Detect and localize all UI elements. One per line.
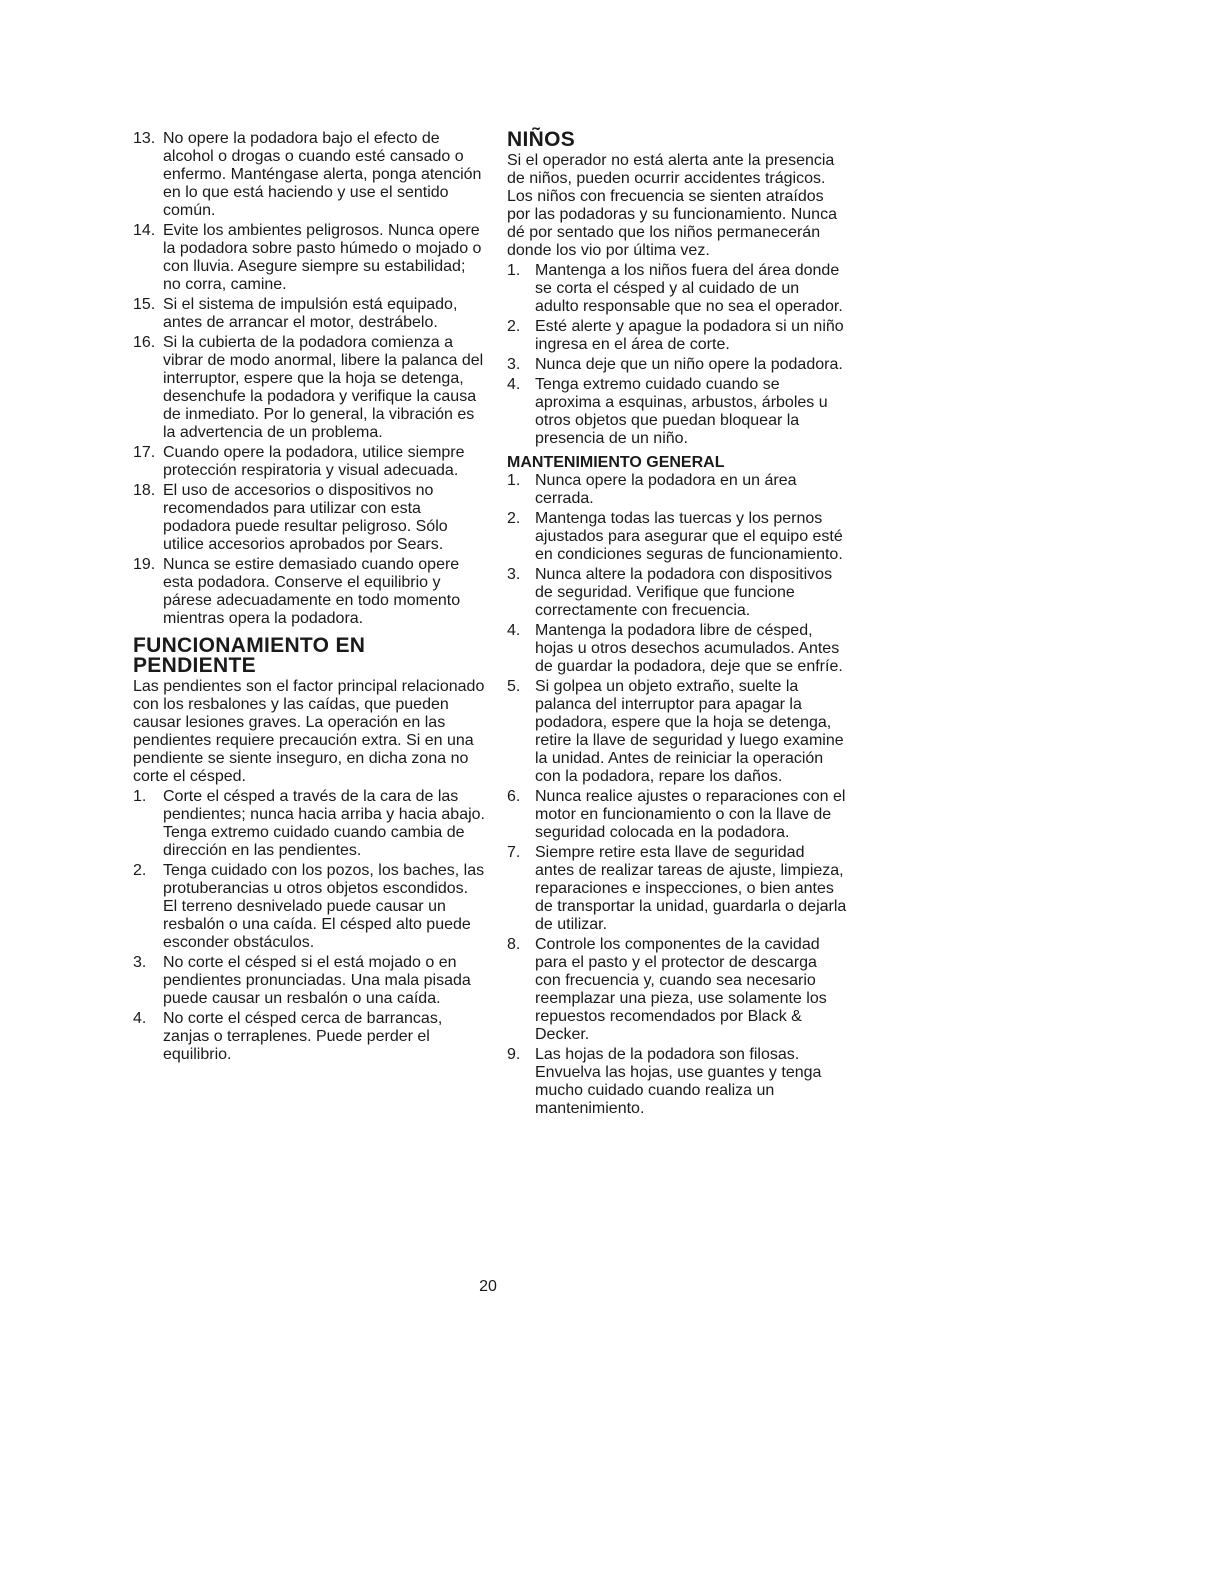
list-item (507, 936, 847, 1044)
slopes-list (133, 788, 485, 1064)
list-item (133, 954, 485, 1008)
item-text: Nunca realice ajustes o reparaciones con el motor en funcionamiento o con la llave de seguridad colocada en la podadora. (535, 788, 846, 841)
item-number: 1. (133, 788, 147, 805)
list-item (507, 566, 847, 620)
item-number: 2. (133, 862, 147, 879)
section-intro-slopes: Las pendientes son el factor principal relacionado con los resbalones y las caídas, que pueden causar lesiones graves. La operación en las pendientes requiere precaución extra. Si en una pendiente se siente inseguro, en dicha zona no corte el césped. (133, 678, 485, 785)
item-number: 7. (507, 844, 521, 861)
maintenance-list (507, 472, 847, 1118)
list-item (507, 510, 847, 564)
item-text: Nunca altere la podadora con dispositivos de seguridad. Verifique que funcione correctamente con frecuencia. (535, 566, 833, 619)
item-number: 2. (507, 318, 521, 335)
list-item (507, 318, 847, 354)
item-text: Corte el césped a través de la cara de las pendientes; nunca hacia arriba y hacia abajo. Tenga extremo cuidado cuando cambia de dirección en las pendientes. (163, 788, 485, 859)
safety-list-continued (133, 130, 485, 628)
list-item (133, 296, 485, 332)
item-number: 9. (507, 1046, 521, 1063)
list-item (507, 844, 847, 934)
list-item (507, 356, 847, 374)
item-text: Mantenga la podadora libre de césped, hojas u otros desechos acumulados. Antes de guardar la podadora, deje que se enfríe. (535, 622, 843, 675)
item-number: 17. (133, 444, 156, 461)
item-text: Si golpea un objeto extraño, suelte la palanca del interruptor para apagar la podadora, espere que la hoja se detenga, retire la llave de seguridad y luego examine la unidad. Antes de reiniciar la operación con la podadora, repare los daños. (535, 678, 844, 785)
section-heading-children: NIÑOS (507, 128, 576, 151)
item-text: Nunca se estire demasiado cuando opere esta podadora. Conserve el equilibrio y párese adecuadamente en todo momento mientras opera la podadora. (163, 556, 461, 627)
list-item (133, 482, 485, 554)
item-number: 4. (133, 1010, 147, 1027)
item-number: 14. (133, 222, 156, 239)
item-text: Controle los componentes de la cavidad para el pasto y el protector de descarga con frecuencia y, cuando sea necesario reemplazar una pieza, use solamente los repuestos recomendados por Black & Decker. (535, 936, 827, 1043)
left-column (133, 130, 485, 1066)
list-item (507, 788, 847, 842)
section-intro-children: Si el operador no está alerta ante la presencia de niños, pueden ocurrir accidentes trágicos. Los niños con frecuencia se sienten atraídos por las podadoras y su funcionamiento. Nunca dé por sentado que los niños permanecerán donde los vio por última vez. (507, 152, 837, 259)
item-number: 5. (507, 678, 521, 695)
item-text: Siempre retire esta llave de seguridad antes de realizar tareas de ajuste, limpieza, reparaciones e inspecciones, o bien antes de transportar la unidad, guardarla o dejarla de utilizar. (535, 844, 847, 933)
item-number: 19. (133, 556, 156, 573)
item-text: Nunca deje que un niño opere la podadora. (535, 356, 843, 373)
list-item (133, 334, 485, 442)
item-number: 3. (507, 356, 521, 373)
item-text: Mantenga a los niños fuera del área donde se corta el césped y al cuidado de un adulto responsable que no sea el operador. (535, 262, 843, 315)
item-text: No opere la podadora bajo el efecto de alcohol o drogas o cuando esté cansado o enfermo. Manténgase alerta, ponga atención en lo que está haciendo y use el sentido común. (163, 130, 482, 219)
list-item (507, 376, 847, 448)
list-item (507, 678, 847, 786)
item-text: Las hojas de la podadora son filosas. Envuelva las hojas, use guantes y tenga mucho cuidado cuando realiza un mantenimiento. (535, 1046, 822, 1117)
item-number: 1. (507, 262, 521, 279)
list-item (133, 862, 485, 952)
item-number: 3. (133, 954, 147, 971)
item-text: Evite los ambientes peligrosos. Nunca opere la podadora sobre pasto húmedo o mojado o con lluvia. Asegure siempre su estabilidad; no corra, camine. (163, 222, 482, 293)
list-item (507, 472, 847, 508)
item-number: 3. (507, 566, 521, 583)
item-number: 13. (133, 130, 156, 147)
item-text: Si el sistema de impulsión está equipado, antes de arrancar el motor, destrábelo. (163, 296, 458, 331)
item-text: Si la cubierta de la podadora comienza a vibrar de modo anormal, libere la palanca del interruptor, espere que la hoja se detenga, desenchufe la podadora y verifique la causa de inmediato. Por lo general, la vibración es la advertencia de un problema. (163, 334, 484, 441)
item-text: Nunca opere la podadora en un área cerrada. (535, 472, 797, 507)
page-number: 20 (479, 1278, 497, 1295)
item-number: 4. (507, 376, 521, 393)
item-text: El uso de accesorios o dispositivos no recomendados para utilizar con esta podadora puede resultar peligroso. Sólo utilice accesorios aprobados por Sears. (163, 482, 448, 553)
item-number: 4. (507, 622, 521, 639)
list-item (133, 222, 485, 294)
list-item (507, 622, 847, 676)
item-text: Tenga extremo cuidado cuando se aproxima a esquinas, arbustos, árboles u otros objetos que puedan bloquear la presencia de un niño. (535, 376, 828, 447)
section-heading-slopes: FUNCIONAMIENTO EN PENDIENTE (133, 634, 366, 677)
item-number: 6. (507, 788, 521, 805)
list-item (507, 1046, 847, 1118)
list-item (133, 556, 485, 628)
list-item (133, 130, 485, 220)
item-number: 16. (133, 334, 156, 351)
list-item (507, 262, 847, 316)
children-list (507, 262, 847, 448)
item-number: 18. (133, 482, 156, 499)
list-item (133, 788, 485, 860)
list-item (133, 1010, 485, 1064)
list-item (133, 444, 485, 480)
item-text: No corte el césped si el está mojado o en pendientes pronunciadas. Una mala pisada puede causar un resbalón o una caída. (163, 954, 471, 1007)
item-text: Cuando opere la podadora, utilice siempre protección respiratoria y visual adecuada. (163, 444, 465, 479)
item-number: 2. (507, 510, 521, 527)
right-column (507, 130, 847, 1120)
item-number: 1. (507, 472, 521, 489)
item-number: 15. (133, 296, 156, 313)
item-number: 8. (507, 936, 521, 953)
item-text: Mantenga todas las tuercas y los pernos ajustados para asegurar que el equipo esté en condiciones seguras de funcionamiento. (535, 510, 843, 563)
item-text: No corte el césped cerca de barrancas, zanjas o terraplenes. Puede perder el equilibrio. (163, 1010, 443, 1063)
item-text: Esté alerte y apague la podadora si un niño ingresa en el área de corte. (535, 318, 844, 353)
item-text: Tenga cuidado con los pozos, los baches, las protuberancias u otros objetos escondidos. El terreno desnivelado puede causar un resbalón o una caída. El césped alto puede esconder obstáculos. (163, 862, 485, 951)
section-heading-maintenance: MANTENIMIENTO GENERAL (507, 454, 725, 471)
